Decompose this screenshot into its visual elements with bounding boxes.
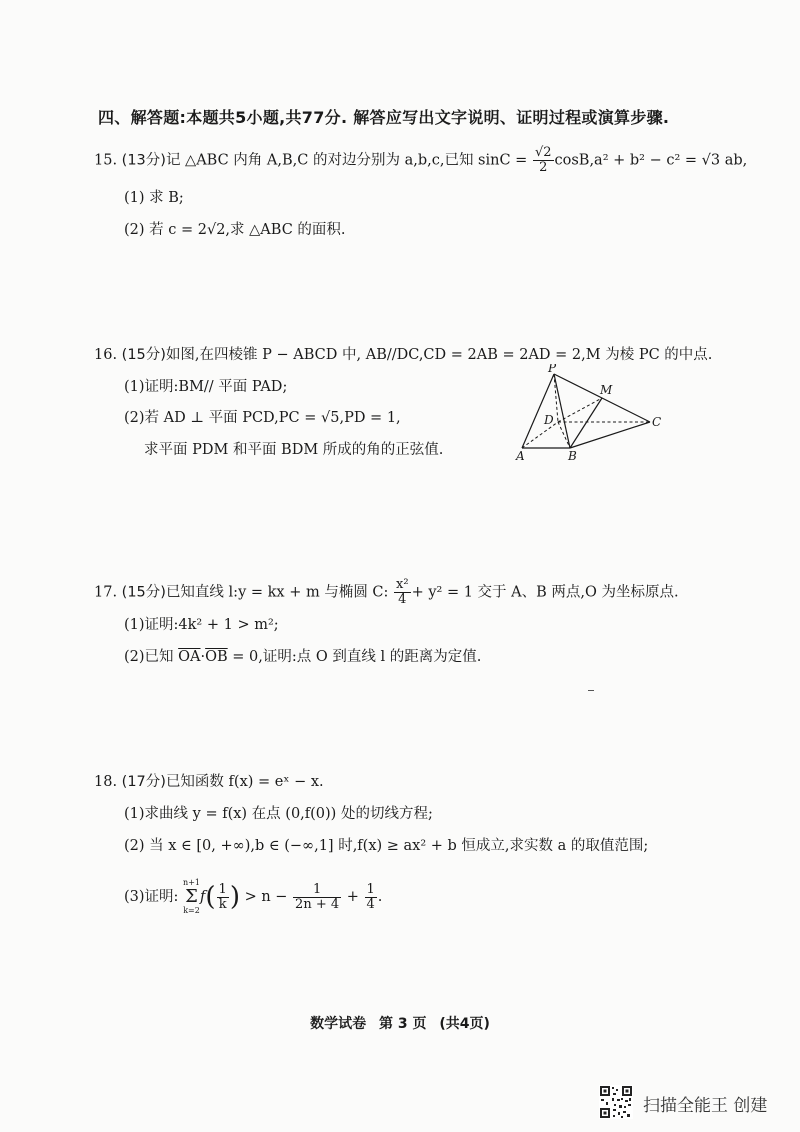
q15-part2: (2) 若 c = 2√2,求 △ABC 的面积.	[124, 222, 346, 238]
q18-part3	[124, 878, 382, 916]
q18-part1: (1)求曲线 y = f(x) 在点 (0,f(0)) 处的切线方程;	[124, 806, 433, 822]
q18-stem-text: 已知函数 f(x) = eˣ − x.	[165, 774, 324, 790]
rhs-fraction	[293, 883, 341, 912]
q15-stem-b: cosB,a² + b² − c² = √3 ab,	[554, 152, 748, 169]
sum-lower: k=2	[183, 906, 200, 915]
inner-fraction	[217, 883, 229, 912]
scan-mark	[588, 690, 594, 691]
q18-part2: (2) 当 x ∈ [0, +∞),b ∈ (−∞,1] 时,f(x) ≥ ax² + b 恒成立,求实数 a 的取值范围;	[124, 838, 649, 854]
q16-part1: (1)证明:BM// 平面 PAD;	[124, 379, 288, 395]
q16-part2: (2)若 AD ⊥ 平面 PCD,PC = √5,PD = 1,	[124, 410, 401, 426]
vector-OA: $\overline{OA}$	[178, 649, 201, 665]
stamp-text: 扫描全能王 创建	[643, 1096, 768, 1116]
period: .	[377, 889, 383, 905]
footer-subject: 数学试卷	[310, 1016, 367, 1032]
q17-part2-a: (2)已知	[124, 649, 174, 665]
q15-stem	[94, 146, 747, 175]
q18-number: 18.	[94, 774, 118, 790]
pyramid-svg	[512, 364, 672, 464]
q17-frac-num: x²	[396, 577, 409, 592]
qr-code-icon	[599, 1085, 633, 1119]
label-P: P	[548, 364, 557, 375]
edge-PB	[554, 374, 570, 448]
label-A: A	[516, 449, 525, 463]
left-paren-icon: (	[205, 882, 216, 912]
f-letter: f	[200, 889, 206, 905]
footer-page: 第 3 页	[378, 1016, 427, 1032]
scanner-stamp	[599, 1085, 799, 1121]
footer-total: (共4页)	[439, 1016, 490, 1032]
plus-sign: +	[346, 889, 359, 905]
right-paren-icon: )	[229, 882, 240, 912]
edge-BC	[570, 422, 650, 448]
pyramid-figure	[512, 364, 672, 464]
q16-number: 16.	[94, 347, 118, 363]
rhs-den: 2n + 4	[295, 896, 340, 912]
q17-stem	[94, 578, 679, 607]
sum-upper: n+1	[183, 878, 200, 887]
rhs2-fraction	[365, 883, 377, 912]
q15-stem-a: 记 △ABC 内角 A,B,C 的对边分别为 a,b,c,已知 sinC =	[165, 152, 528, 169]
vector-OB: $\overline{OB}$	[205, 649, 228, 665]
q15-frac-den: 2	[539, 160, 548, 175]
q16-stem-text: 如图,在四棱锥 P − ABCD 中, AB//DC,CD = 2AB = 2AD = 2,M 为棱 PC 的中点.	[165, 347, 713, 363]
edge-DM	[558, 398, 602, 422]
q17-part2	[124, 647, 481, 667]
rhs2-num: 1	[366, 881, 375, 897]
q15-points: (13分)	[121, 152, 166, 169]
q17-stem-b: + y² = 1 交于 A、B 两点,O 为坐标原点.	[411, 584, 679, 601]
inner-num: 1	[218, 881, 227, 897]
label-B: B	[568, 449, 577, 463]
q17-part1: (1)证明:4k² + 1 > m²;	[124, 617, 279, 633]
q17-number: 17.	[94, 584, 118, 601]
q15-frac-num: √2	[534, 145, 552, 160]
q16-points: (15分)	[121, 347, 166, 363]
q17-frac-den: 4	[398, 592, 407, 607]
section-title: 四、解答题:本题共5小题,共77分. 解答应写出文字说明、证明过程或演算步骤.	[98, 108, 670, 127]
edge-BM	[570, 398, 602, 448]
q16-part2b: 求平面 PDM 和平面 BDM 所成的角的正弦值.	[144, 442, 444, 458]
q15-fraction	[533, 146, 554, 175]
q18-stem	[94, 772, 324, 792]
q18-part3-b: > n −	[244, 889, 288, 905]
inner-den: k	[218, 896, 227, 912]
q16-stem	[94, 345, 712, 365]
rhs2-den: 4	[366, 896, 375, 912]
q17-fraction	[394, 578, 411, 607]
q17-part2-b: = 0,证明:点 O 到直线 l 的距离为定值.	[232, 649, 482, 665]
dot-symbol: ·	[200, 649, 206, 665]
page-footer	[0, 1013, 800, 1033]
q15-number: 15.	[94, 152, 118, 169]
sigma-icon: Σ	[185, 886, 198, 907]
rhs-num: 1	[293, 883, 341, 898]
summation	[183, 878, 200, 916]
edge-DB	[558, 422, 570, 448]
label-D: D	[544, 413, 554, 427]
q18-part3-a: (3)证明:	[124, 889, 179, 905]
q17-points: (15分)	[121, 584, 166, 601]
q17-stem-a: 已知直线 l:y = kx + m 与椭圆 C:	[165, 584, 389, 601]
q15-part1: (1) 求 B;	[124, 190, 184, 206]
q18-points: (17分)	[121, 774, 166, 790]
label-C: C	[652, 415, 662, 429]
label-M: M	[600, 383, 613, 397]
